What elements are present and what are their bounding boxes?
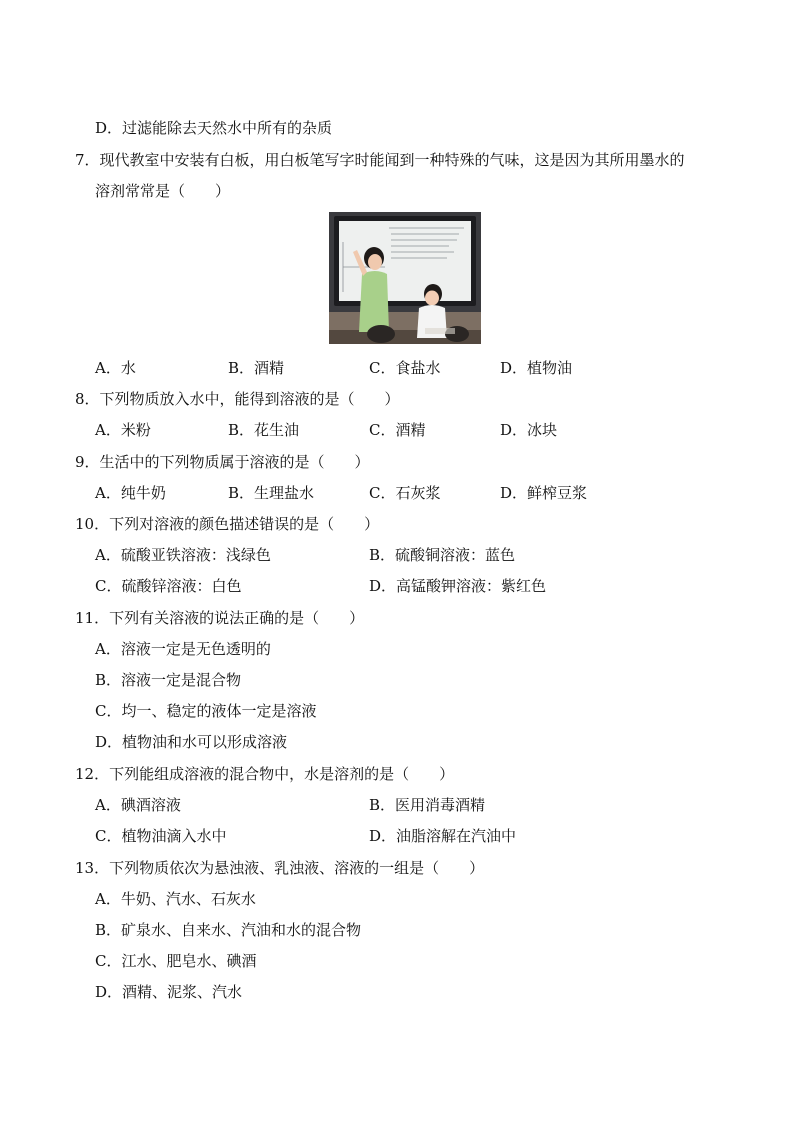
q8-stem: 8．下列物质放入水中，能得到溶液的是（ ）: [75, 390, 400, 408]
q9-option-a: A．纯牛奶: [95, 484, 166, 502]
q10-stem: 10．下列对溶液的颜色描述错误的是（ ）: [75, 515, 380, 533]
q11-option-a: A．溶液一定是无色透明的: [95, 640, 271, 658]
q8-option-c: C．酒精: [369, 421, 426, 439]
classroom-whiteboard-photo: [329, 212, 481, 344]
q9-option-d: D．鲜榨豆浆: [500, 484, 588, 502]
q13-option-d: D．酒精、泥浆、汽水: [95, 983, 243, 1001]
q8-option-a: A．米粉: [95, 421, 151, 439]
q10-option-c: C．硫酸锌溶液：白色: [95, 577, 242, 595]
q7-option-a: A．水: [95, 359, 136, 377]
q11-stem: 11．下列有关溶液的说法正确的是（ ）: [75, 609, 365, 627]
q12-option-b: B．医用消毒酒精: [369, 796, 486, 814]
q7-option-c: C．食盐水: [369, 359, 441, 377]
q9-stem: 9．生活中的下列物质属于溶液的是（ ）: [75, 453, 370, 471]
q7-option-b: B．酒精: [228, 359, 285, 377]
q10-option-d: D．高锰酸钾溶液：紫红色: [369, 577, 547, 595]
q8-option-d: D．冰块: [500, 421, 558, 439]
q10-option-b: B．硫酸铜溶液：蓝色: [369, 546, 516, 564]
q7-stem-line1: 7．现代教室中安装有白板，用白板笔写字时能闻到一种特殊的气味，这是因为其所用墨水的: [75, 151, 685, 169]
q6-option-d: D．过滤能除去天然水中所有的杂质: [95, 119, 333, 137]
q10-option-a: A．硫酸亚铁溶液：浅绿色: [95, 546, 271, 564]
q11-option-b: B．溶液一定是混合物: [95, 671, 242, 689]
q13-stem: 13．下列物质依次为悬浊液、乳浊液、溶液的一组是（ ）: [75, 859, 485, 877]
q7-stem-line2: 溶剂常常是（ ）: [95, 182, 231, 200]
q13-option-c: C．江水、肥皂水、碘酒: [95, 952, 257, 970]
q12-option-c: C．植物油滴入水中: [95, 827, 227, 845]
q9-option-b: B．生理盐水: [228, 484, 315, 502]
q12-option-a: A．碘酒溶液: [95, 796, 181, 814]
q7-option-d: D．植物油: [500, 359, 573, 377]
q11-option-d: D．植物油和水可以形成溶液: [95, 733, 288, 751]
q13-option-a: A．牛奶、汽水、石灰水: [95, 890, 256, 908]
q12-stem: 12．下列能组成溶液的混合物中，水是溶剂的是（ ）: [75, 765, 455, 783]
q8-option-b: B．花生油: [228, 421, 300, 439]
q11-option-c: C．均一、稳定的液体一定是溶液: [95, 702, 317, 720]
q9-option-c: C．石灰浆: [369, 484, 441, 502]
q12-option-d: D．油脂溶解在汽油中: [369, 827, 517, 845]
q13-option-b: B．矿泉水、自来水、汽油和水的混合物: [95, 921, 362, 939]
